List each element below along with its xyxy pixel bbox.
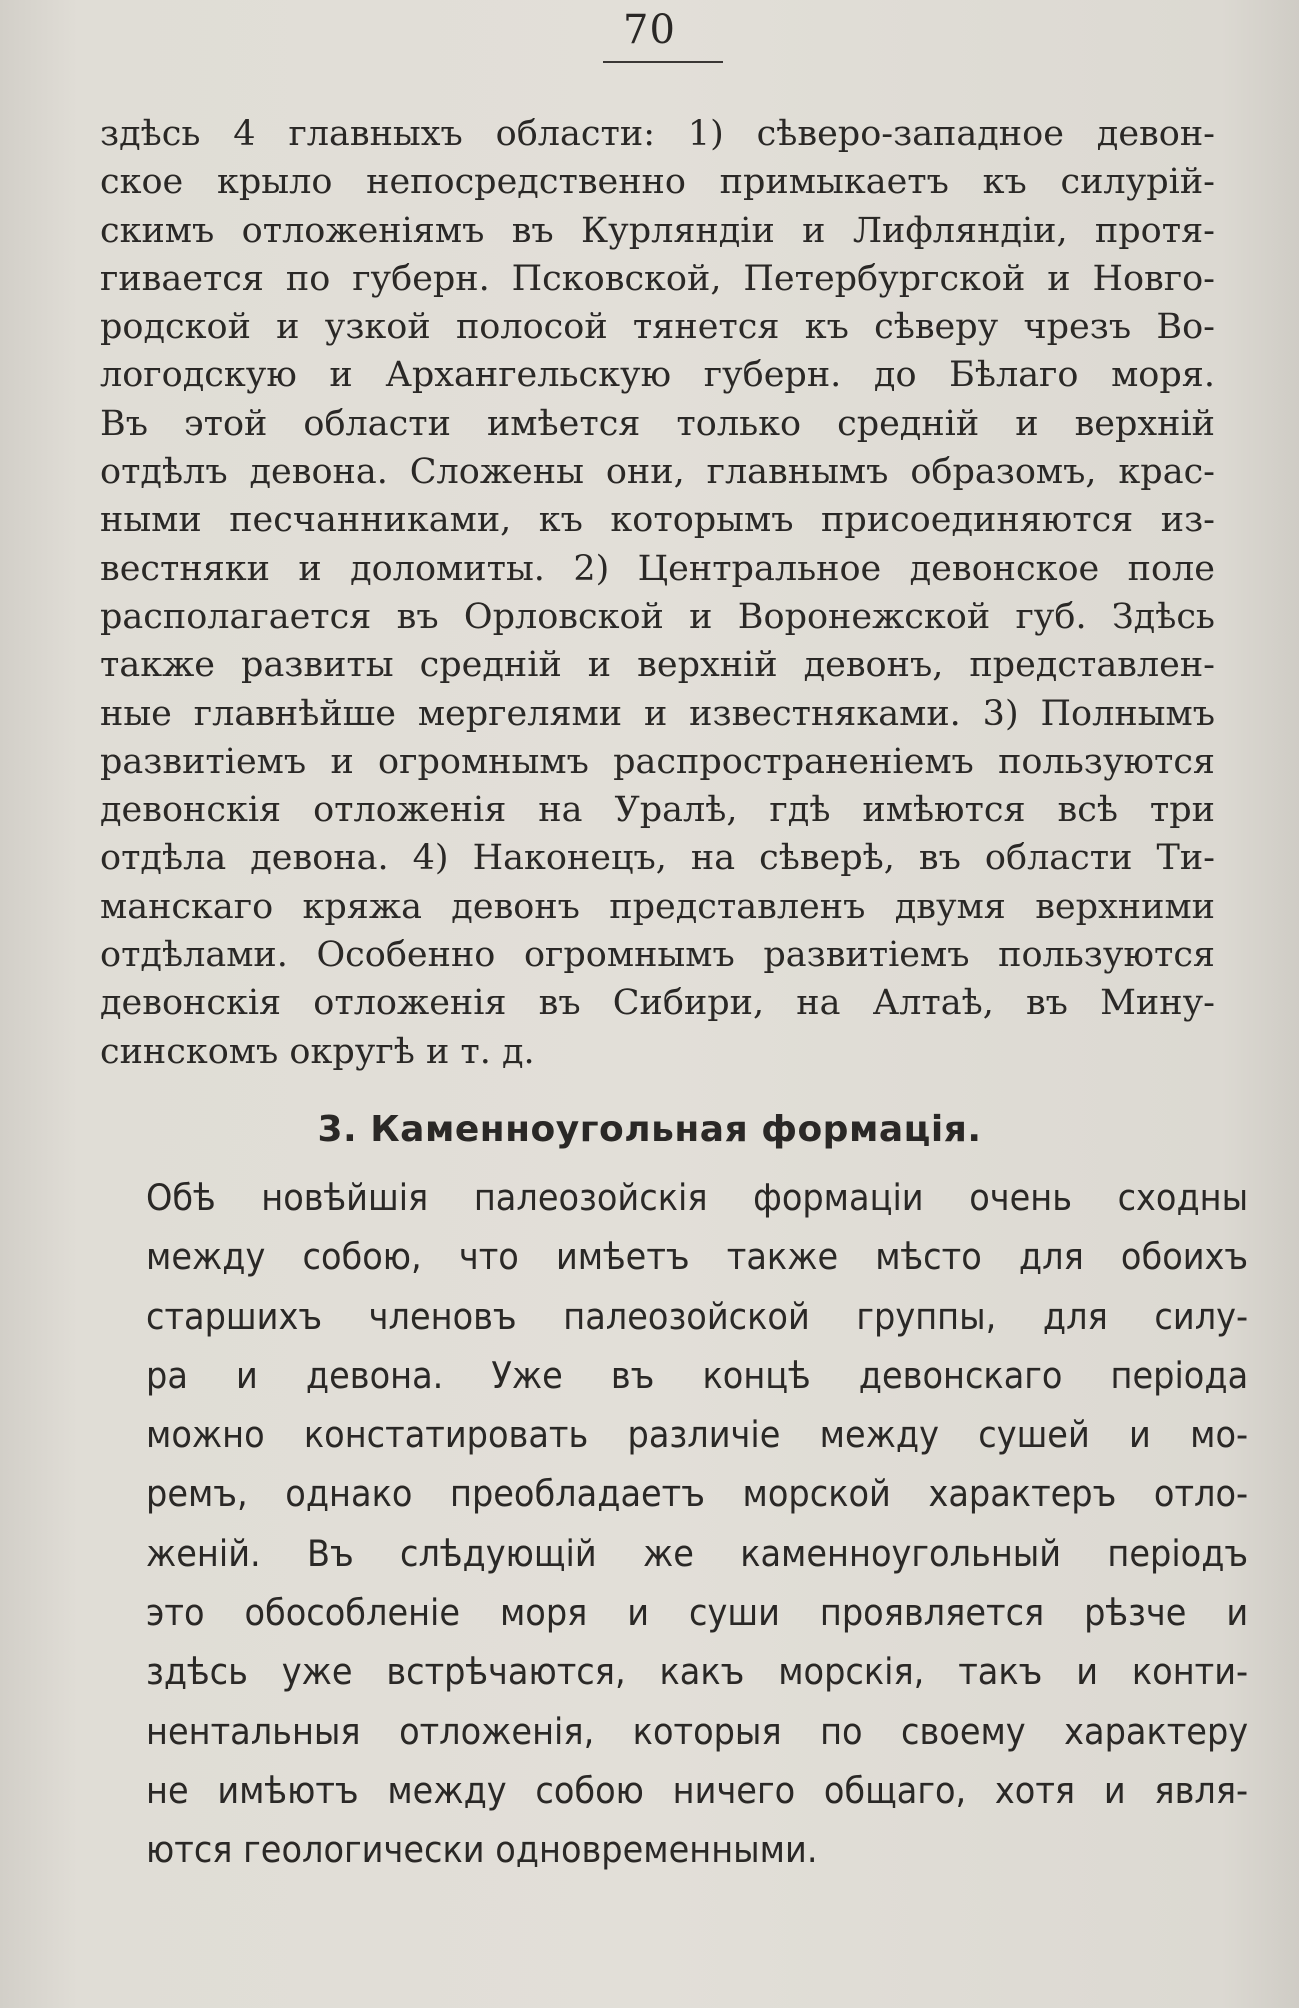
text-line: отдѣла девона. 4) Наконецъ, на сѣверѣ, въ области Ти- <box>100 838 1215 879</box>
text-line: синскомъ округѣ и т. д. <box>100 1031 535 1072</box>
text-line: не имѣютъ между собою ничего общаго, хотя и явля- <box>146 1768 1249 1812</box>
text-line: вестняки и доломиты. 2) Центральное девонское поле <box>100 548 1215 589</box>
page-number-underline <box>603 61 723 63</box>
text-line: логодскую и Архангельскую губерн. до Бѣлаго моря. <box>100 355 1215 396</box>
text-line: здѣсь уже встрѣчаются, какъ морскія, такъ и конти- <box>146 1650 1249 1694</box>
text-line: это обособленіе моря и суши проявляется рѣзче и <box>146 1591 1249 1635</box>
text-line: нентальныя отложенія, которыя по своему характеру <box>146 1709 1249 1753</box>
text-line: ремъ, однако преобладаетъ морской характеръ отло- <box>146 1472 1249 1516</box>
text-line: отдѣлами. Особенно огромнымъ развитіемъ пользуются <box>100 935 1215 976</box>
text-line: также развиты средній и верхній девонъ, представлен- <box>100 645 1215 686</box>
text-line: Обѣ новѣйшія палеозойскія формаціи очень сходны <box>146 1176 1249 1219</box>
carbon-paragraph <box>146 1168 1248 1880</box>
text-line: развитіемъ и огромнымъ распространеніемъ пользуются <box>100 741 1215 782</box>
text-line: старшихъ членовъ палеозойской группы, для силу- <box>146 1294 1249 1338</box>
text-line: между собою, что имѣетъ также мѣсто для обоихъ <box>146 1235 1249 1279</box>
text-line: девонскія отложенія на Уралѣ, гдѣ имѣются всѣ три <box>100 790 1215 831</box>
text-line: девонскія отложенія въ Сибири, на Алтаѣ, въ Мину- <box>100 983 1215 1024</box>
text-line: ра и девона. Уже въ концѣ девонскаго періода <box>146 1353 1249 1397</box>
devon-paragraph <box>100 110 1215 1076</box>
text-line: ные главнѣйше мергелями и известняками. 3) Полнымъ <box>100 693 1215 734</box>
text-line: отдѣлъ девона. Сложены они, главнымъ образомъ, крас- <box>100 452 1215 493</box>
text-line: Въ этой области имѣется только средній и верхній <box>100 403 1215 444</box>
text-line: манскаго кряжа девонъ представленъ двумя верхними <box>100 886 1215 927</box>
text-line: располагается въ Орловской и Воронежской губ. Здѣсь <box>100 596 1215 637</box>
text-line: можно констатировать различіе между сушей и мо- <box>146 1413 1249 1457</box>
section-heading: 3. Каменноугольная формація. <box>317 1109 982 1150</box>
page-number: 70 <box>623 7 676 53</box>
text-line: скимъ отложеніямъ въ Курляндіи и Лифляндіи, протя- <box>100 210 1215 251</box>
text-line: гивается по губерн. Псковской, Петербургской и Новго- <box>100 258 1215 299</box>
text-line: ются геологически одновременными. <box>146 1828 818 1872</box>
text-line: ское крыло непосредственно примыкаетъ къ силурій- <box>100 162 1215 203</box>
text-line: родской и узкой полосой тянется къ сѣверу чрезъ Во- <box>100 307 1215 348</box>
text-line: здѣсь 4 главныхъ области: 1) сѣверо-западное девон- <box>100 114 1215 154</box>
text-line: женій. Въ слѣдующій же каменноугольный періодъ <box>146 1531 1249 1575</box>
text-line: ными песчанниками, къ которымъ присоединяются из- <box>100 500 1215 541</box>
